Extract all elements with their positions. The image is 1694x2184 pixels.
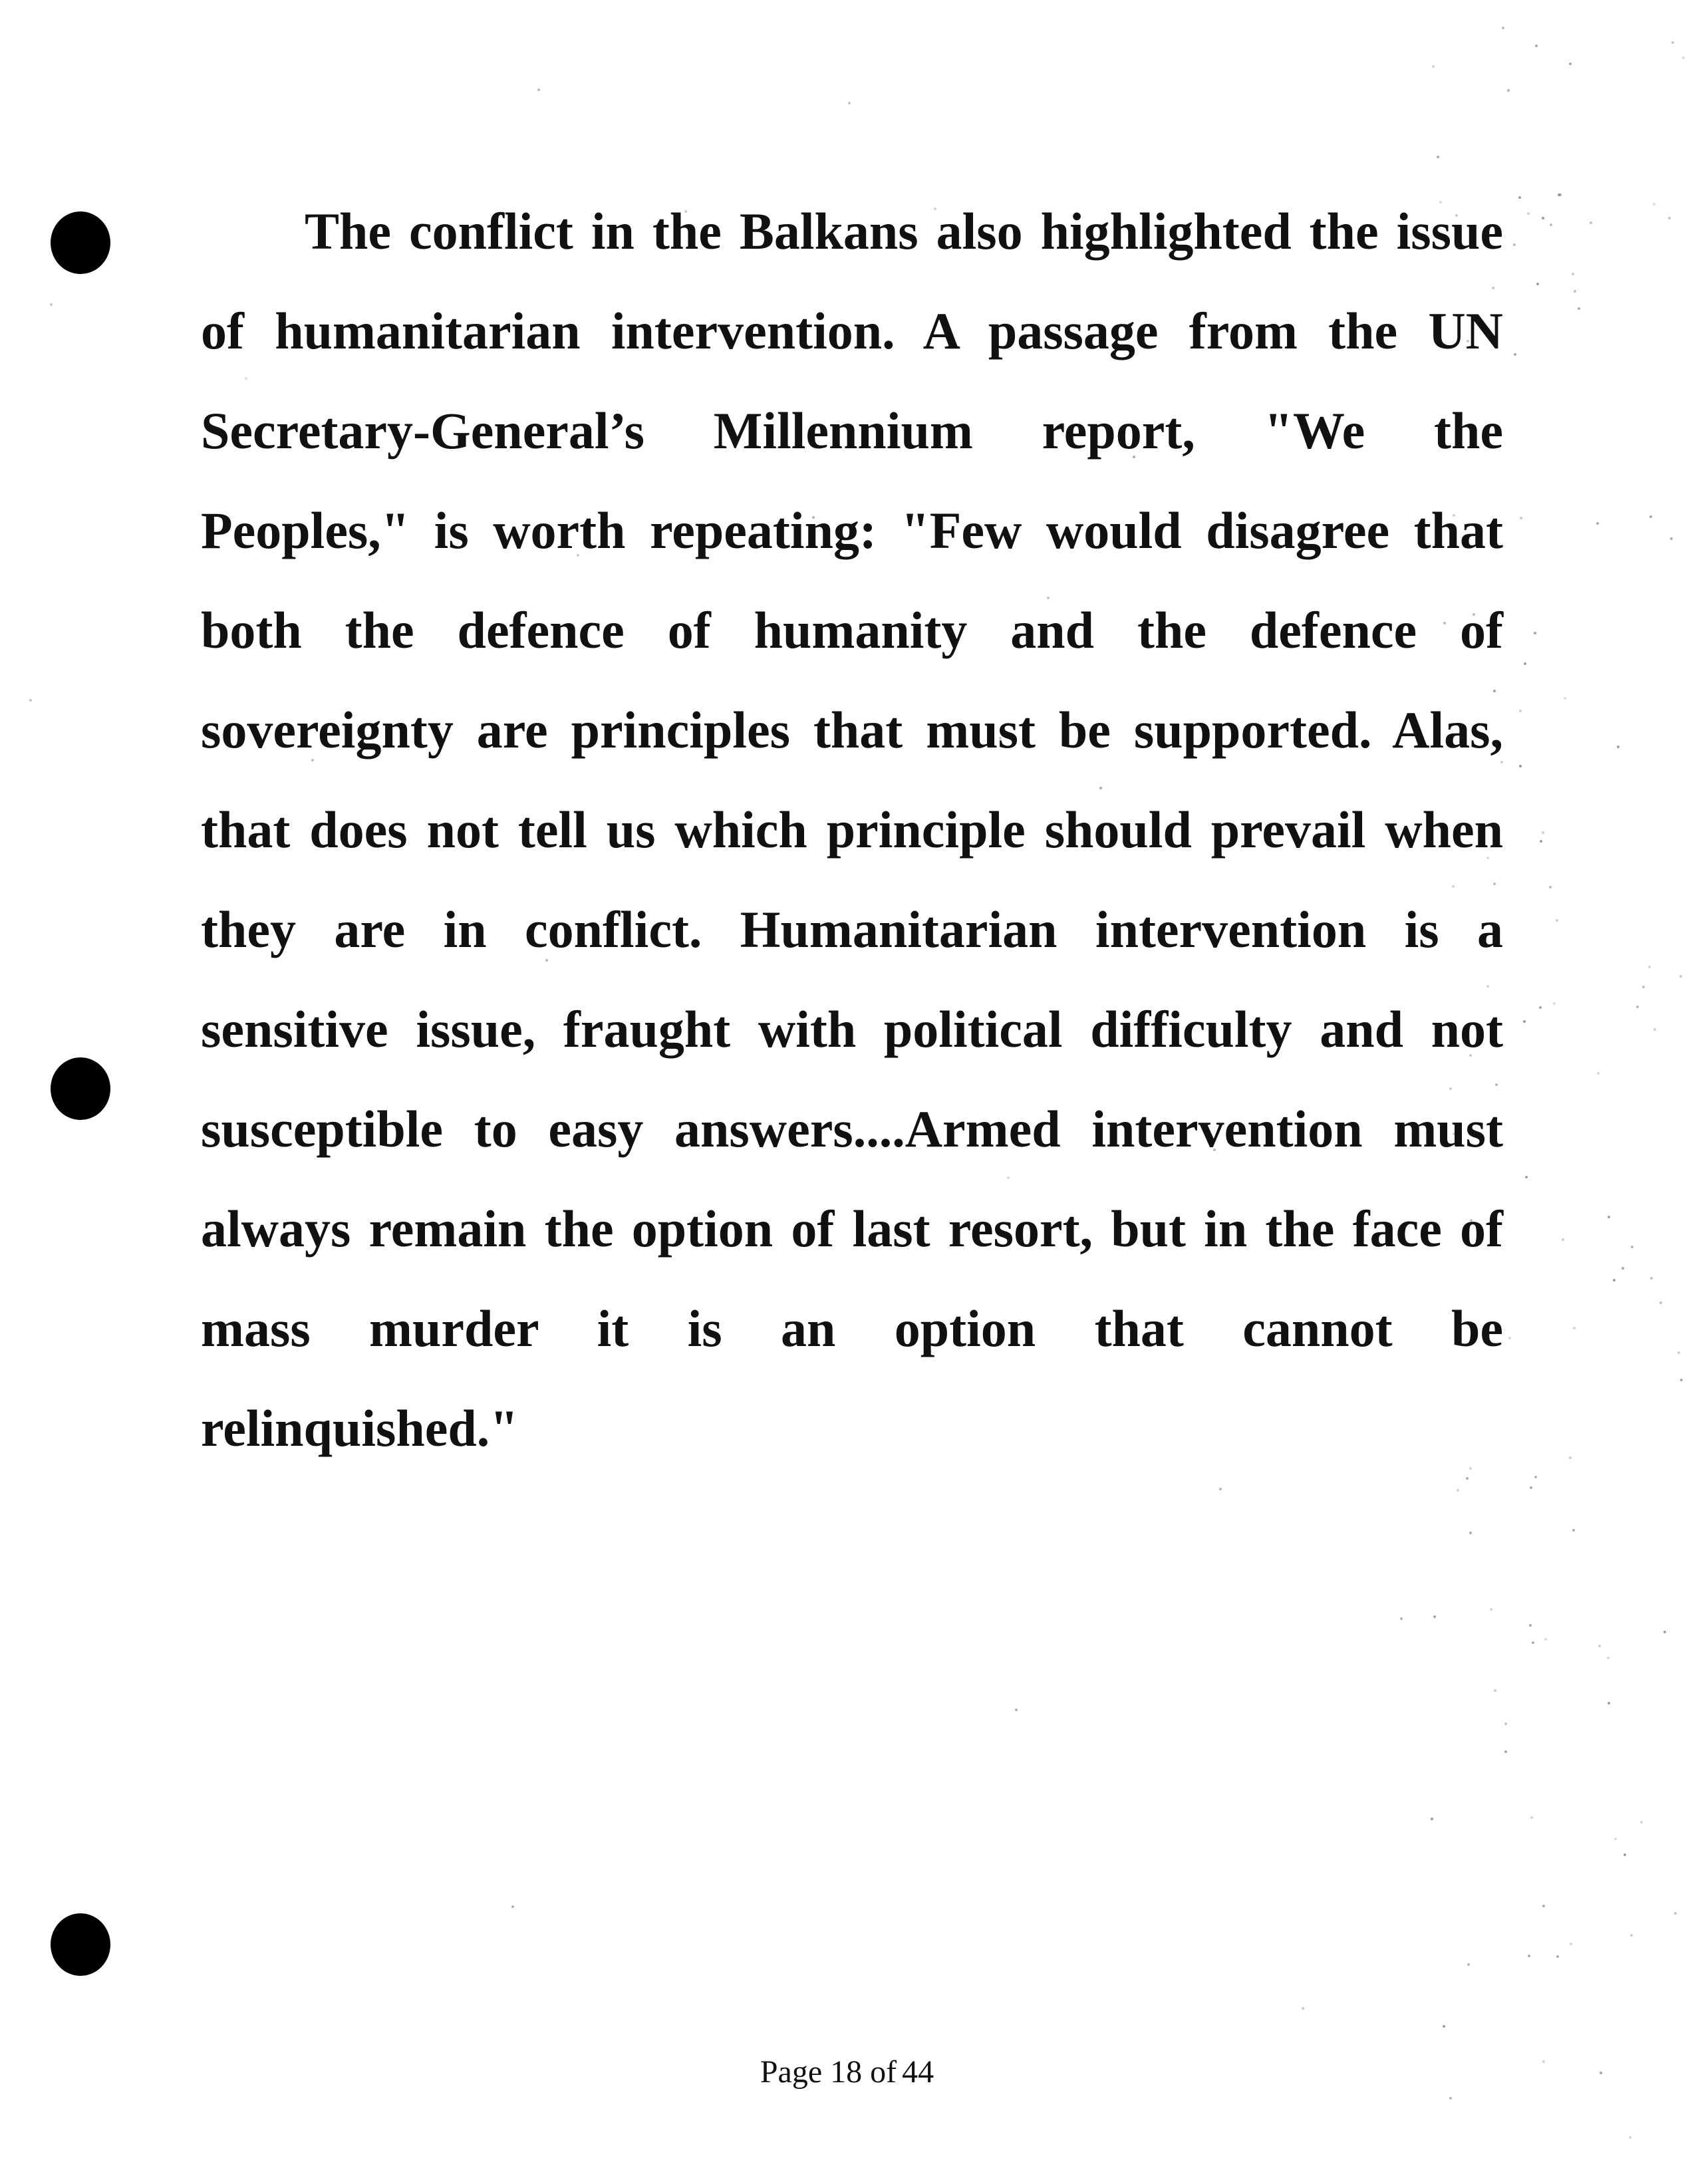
punch-hole-middle — [51, 1057, 110, 1120]
speck — [1466, 1477, 1469, 1480]
speck — [1649, 515, 1652, 518]
speck — [1572, 1529, 1575, 1532]
speck — [1631, 1246, 1633, 1248]
speck — [1524, 662, 1526, 665]
speck — [1507, 89, 1510, 92]
speck — [1540, 840, 1542, 843]
punch-hole-top — [51, 211, 110, 274]
paragraph-line: both the defence of humanity and the defence of — [201, 601, 1503, 659]
speck — [1527, 212, 1530, 215]
speck — [1493, 883, 1496, 885]
speck — [1559, 194, 1562, 196]
speck — [1519, 765, 1522, 767]
speck — [1648, 966, 1651, 968]
paragraph-line: Peoples," is worth repeating: "Few would disagree that — [201, 501, 1503, 559]
speck — [1659, 1301, 1662, 1304]
speck — [1598, 1645, 1601, 1647]
page-total: 44 — [902, 2054, 934, 2090]
speck — [1549, 886, 1552, 888]
speck — [1597, 1072, 1600, 1075]
speck — [1433, 1615, 1436, 1618]
speck — [1514, 353, 1516, 356]
speck — [1569, 63, 1572, 65]
speck — [1596, 522, 1599, 525]
speck — [1528, 1955, 1530, 1957]
speck — [1007, 1176, 1010, 1179]
speck — [1542, 831, 1544, 834]
speck — [1495, 1083, 1498, 1086]
speck — [1502, 27, 1504, 29]
speck — [1508, 1337, 1511, 1339]
speck — [1622, 1267, 1624, 1270]
speck — [1608, 1702, 1610, 1705]
speck — [1431, 1818, 1433, 1820]
speck — [1457, 1489, 1459, 1492]
speck — [1432, 65, 1435, 68]
speck — [1590, 221, 1592, 224]
paragraph-line: sovereignty are principles that must be supported. Alas, — [201, 701, 1503, 759]
speck — [1015, 1708, 1018, 1711]
speck — [1504, 1722, 1507, 1725]
speck — [1679, 975, 1682, 978]
speck — [1437, 156, 1439, 158]
paragraph-line: that does not tell us which principle should prevail when — [201, 801, 1503, 859]
speck — [1532, 1641, 1534, 1644]
speck — [1530, 1486, 1532, 1489]
speck — [1614, 1838, 1617, 1840]
speck — [1536, 283, 1539, 285]
speck — [537, 88, 540, 91]
speck — [1556, 1955, 1559, 1958]
speck — [1670, 537, 1673, 540]
paragraph-line: Secretary-General’s Millennium report, "We the — [201, 402, 1503, 460]
speck — [1607, 1657, 1610, 1659]
speck — [1613, 1279, 1616, 1282]
speck — [1219, 1488, 1222, 1490]
speck — [1653, 1028, 1656, 1031]
paragraph-line: always remain the option of last resort, but in the face of — [201, 1200, 1503, 1258]
speck — [245, 377, 247, 380]
speck — [1494, 1689, 1496, 1692]
speck — [1467, 1963, 1470, 1966]
speck — [1443, 2025, 1445, 2028]
page-footer — [0, 2052, 1694, 2092]
paragraph-line: mass murder it is an option that cannot be — [201, 1299, 1503, 1357]
speck — [1519, 710, 1522, 712]
speck — [511, 1905, 514, 1908]
speck — [1542, 217, 1544, 219]
speck — [1400, 1617, 1403, 1620]
speck — [1608, 1216, 1610, 1218]
speck — [1535, 45, 1538, 47]
speck — [1623, 1853, 1626, 1856]
speck — [1556, 919, 1558, 922]
speck — [1674, 1912, 1677, 1915]
speck — [1452, 885, 1455, 888]
speck — [1570, 1943, 1572, 1945]
speck — [1562, 1238, 1564, 1241]
speck — [1302, 2007, 1304, 2010]
speck — [1630, 1934, 1633, 1937]
speck — [1636, 1006, 1639, 1008]
speck — [1523, 1020, 1526, 1023]
speck — [1534, 632, 1536, 634]
speck — [1682, 57, 1685, 59]
speck — [1504, 1750, 1507, 1753]
speck — [1553, 1002, 1556, 1005]
speck — [1539, 1006, 1542, 1009]
speck — [50, 303, 53, 306]
speck — [1650, 1277, 1653, 1280]
speck — [1680, 1379, 1683, 1381]
paragraph-line: The conflict in the Balkans also highlighted the issue — [305, 202, 1503, 260]
speck — [1520, 517, 1522, 519]
speck — [1671, 41, 1674, 44]
speck — [1534, 1476, 1537, 1478]
paragraph-line: relinquished." — [201, 1399, 519, 1457]
speck — [1629, 2136, 1631, 2139]
speck — [1564, 697, 1566, 700]
speck — [1529, 1624, 1532, 1627]
speck — [1668, 217, 1671, 219]
speck — [1572, 273, 1574, 275]
speck — [1490, 1608, 1492, 1611]
paragraph-line: susceptible to easy answers....Armed intervention must — [201, 1100, 1503, 1158]
speck — [1573, 1327, 1576, 1329]
speck — [1530, 1816, 1533, 1819]
speck — [1617, 746, 1620, 748]
speck — [1578, 307, 1580, 310]
speck — [1449, 2097, 1452, 2100]
speck — [1486, 985, 1489, 988]
paragraph-line: they are in conflict. Humanitarian intervention is a — [201, 900, 1503, 958]
speck — [1099, 787, 1102, 789]
speck — [1469, 1532, 1472, 1534]
speck — [1544, 1638, 1547, 1641]
speck — [1663, 1631, 1666, 1633]
speck — [1550, 223, 1552, 226]
speck — [848, 102, 851, 104]
speck — [1574, 290, 1576, 293]
speck — [1513, 243, 1516, 246]
speck — [1492, 287, 1494, 289]
speck — [1640, 1821, 1643, 1824]
speck — [1677, 1351, 1680, 1354]
punch-hole-bottom — [51, 1913, 110, 1976]
speck — [1569, 1456, 1572, 1459]
speck — [1525, 1176, 1528, 1178]
speck — [29, 699, 32, 702]
speck — [1518, 196, 1521, 199]
speck — [1653, 203, 1655, 205]
page-number-label: Page 18 of — [760, 2054, 897, 2090]
speck — [1642, 986, 1645, 988]
paragraph-line: sensitive issue, fraught with political difficulty and not — [201, 1000, 1503, 1058]
paragraph-line: of humanitarian intervention. A passage from the UN — [201, 302, 1503, 360]
speck — [1542, 1905, 1545, 1907]
